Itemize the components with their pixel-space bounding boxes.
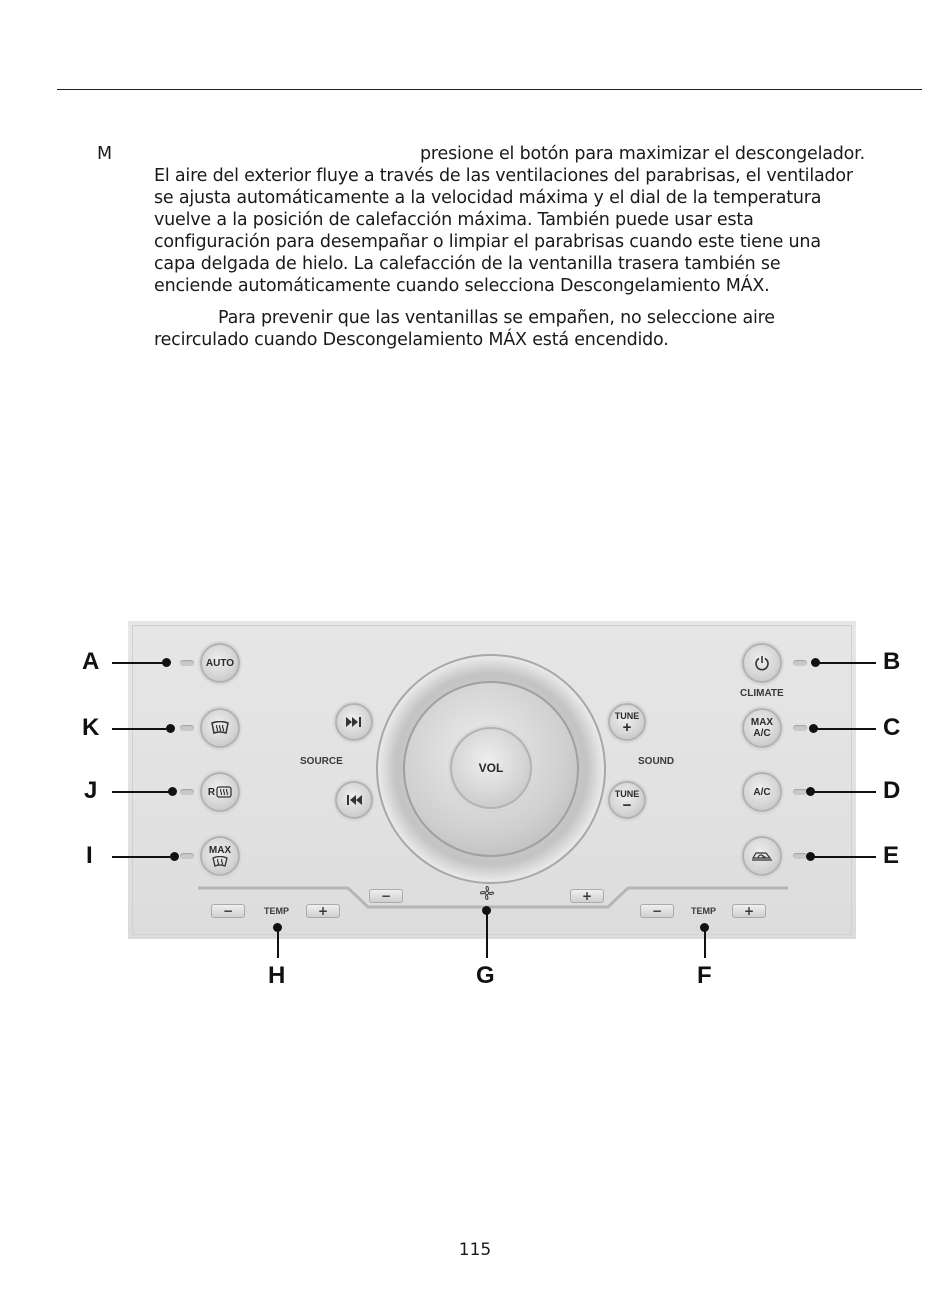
max-ac-button[interactable] [742, 708, 782, 748]
recirculation-button[interactable] [742, 836, 782, 876]
rear-defrost-button[interactable] [200, 772, 240, 812]
right-temp-label: TEMP [691, 906, 717, 916]
auto-indicator [180, 660, 194, 666]
rear-defrost-indicator [180, 789, 194, 795]
callout-k: K [82, 714, 100, 741]
climate-control-panel [128, 621, 856, 939]
fan-up-button[interactable]: + [570, 889, 604, 903]
rear-defrost-r: R [207, 786, 216, 798]
note-line-1: Para prevenir que las ventanillas se empañen, no seleccione aire [218, 308, 775, 328]
para-line-6: capa delgada de hielo. La calefacción de la ventanilla trasera también se [154, 254, 781, 274]
ac-button[interactable] [742, 772, 782, 812]
tune-up-label: TUNE [614, 710, 640, 721]
callout-a-line [112, 662, 166, 664]
source-label: SOURCE [300, 756, 343, 767]
callout-e: E [883, 842, 900, 869]
volume-button[interactable] [450, 727, 532, 809]
vol-label: VOL [478, 760, 504, 775]
para-line-5: configuración para desempañar o limpiar el parabrisas cuando este tiene una [154, 232, 821, 252]
callout-k-dot [166, 724, 175, 733]
header-rule [57, 89, 922, 90]
left-temp-up-button[interactable]: + [306, 904, 340, 918]
callout-f-line [704, 928, 706, 958]
recirculation-icon [751, 850, 773, 862]
callout-h: H [268, 962, 286, 989]
callout-e-line [811, 856, 876, 858]
para-line-2: El aire del exterior fluye a través de las ventilaciones del parabrisas, el ventilador [154, 166, 853, 186]
sound-label: SOUND [638, 756, 675, 767]
seek-next-button[interactable] [335, 703, 373, 741]
max-ac-indicator [793, 725, 807, 731]
callout-c: C [883, 714, 901, 741]
callout-i-line [112, 856, 170, 858]
note-line-2: recirculado cuando Descongelamiento MÁX está encendido. [154, 330, 669, 350]
seek-previous-button[interactable] [335, 781, 373, 819]
para-line-4: vuelve a la posición de calefacción máxima. También puede usar esta [154, 210, 754, 230]
ac-indicator [793, 789, 807, 795]
windshield-defrost-button[interactable] [200, 708, 240, 748]
left-temp-down-button[interactable]: − [211, 904, 245, 918]
fan-down-button[interactable]: − [369, 889, 403, 903]
tune-down-label: TUNE [614, 788, 640, 799]
seek-previous-icon [345, 794, 363, 806]
callout-g: G [476, 962, 495, 989]
ac-label: A/C [753, 786, 771, 798]
para-line-lead: M [97, 144, 112, 164]
callout-g-line [486, 911, 488, 958]
callout-b: B [883, 648, 901, 675]
callout-k-line [112, 728, 166, 730]
page-number: 115 [458, 1240, 492, 1260]
callout-b-line [816, 662, 876, 664]
callout-c-line [814, 728, 876, 730]
defrost-indicator [180, 725, 194, 731]
para-line-1: presione el botón para maximizar el descongelador. [420, 144, 865, 164]
tune-up-button[interactable] [608, 703, 646, 741]
auto-button[interactable] [200, 643, 240, 683]
right-temp-up-button[interactable]: + [732, 904, 766, 918]
rear-defrost-icon [216, 786, 232, 798]
left-temp-label: TEMP [264, 906, 290, 916]
para-line-7: enciende automáticamente cuando selecciona Descongelamiento MÁX. [154, 276, 770, 296]
seek-next-icon [345, 716, 363, 728]
callout-i-dot [170, 852, 179, 861]
windshield-defrost-icon [211, 721, 229, 735]
callout-d: D [883, 777, 901, 804]
power-icon [754, 655, 770, 671]
callout-j-dot [168, 787, 177, 796]
tune-down-button[interactable] [608, 781, 646, 819]
minus-icon: − [622, 796, 632, 814]
max-defrost-icon [212, 856, 228, 867]
para-line-3: se ajusta automáticamente a la velocidad máxima y el dial de la temperatura [154, 188, 822, 208]
callout-a: A [82, 648, 100, 675]
climate-indicator [793, 660, 807, 666]
recirculation-indicator [793, 853, 807, 859]
callout-i: I [86, 842, 93, 869]
max-ac-bottom: A/C [753, 728, 771, 739]
max-defrost-button[interactable] [200, 836, 240, 876]
callout-d-line [811, 791, 876, 793]
fan-icon [478, 884, 496, 902]
callout-j: J [84, 777, 98, 804]
max-defrost-label: MAX [208, 845, 232, 856]
climate-power-button[interactable] [742, 643, 782, 683]
max-ac-top: MAX [750, 717, 774, 728]
max-defrost-indicator [180, 853, 194, 859]
auto-label: AUTO [205, 657, 235, 669]
right-temp-down-button[interactable]: − [640, 904, 674, 918]
callout-f: F [697, 962, 712, 989]
climate-label: CLIMATE [740, 688, 784, 699]
callout-a-dot [162, 658, 171, 667]
callout-j-line [112, 791, 170, 793]
callout-h-line [277, 928, 279, 958]
plus-icon: + [622, 718, 632, 736]
